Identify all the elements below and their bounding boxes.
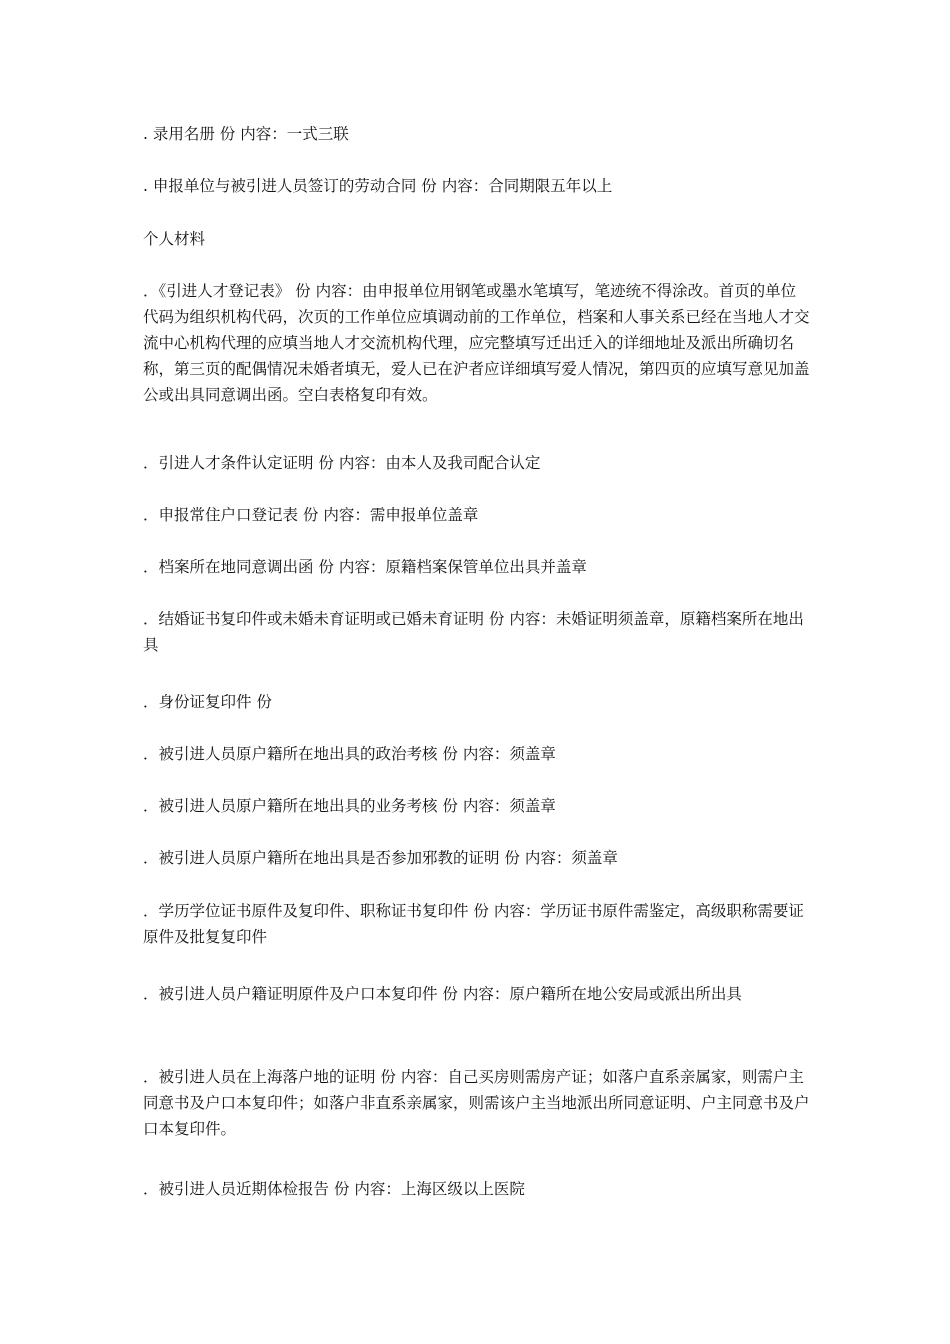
list-item-cult-certificate: ．被引进人员原户籍所在地出具是否参加邪教的证明 份 内容：须盖章 [143, 849, 618, 867]
list-item-medical-report: ．被引进人员近期体检报告 份 内容：上海区级以上医院 [143, 1180, 525, 1198]
list-item-degree-certificates: ．学历学位证书原件及复印件、职称证书复印件 份 内容：学历证书原件需鉴定，高级职称需要证原件及批复复印件 [143, 902, 804, 946]
list-item-shanghai-settlement-proof: ．被引进人员在上海落户地的证明 份 内容：自己买房则需房产证；如落户直系亲属家，则需户主同意书及户口本复印件；如落户非直系亲属家，则需该户主当地派出所同意证明、户主同意书及户口本复印件。 [143, 1068, 810, 1138]
list-item-household-registration-form: ．申报常住户口登记表 份 内容：需申报单位盖章 [143, 506, 479, 524]
list-item-marriage-certificate: ．结婚证书复印件或未婚未育证明或已婚未育证明 份 内容：未婚证明须盖章，原籍档案所在地出具 [143, 610, 804, 654]
list-item-talent-certification: ．引进人才条件认定证明 份 内容：由本人及我司配合认定 [143, 454, 541, 472]
list-item-talent-registration-form: ．《引进人才登记表》 份 内容：由申报单位用钢笔或墨水笔填写，笔迹统不得涂改。首页的单位代码为组织机构代码，次页的工作单位应填调动前的工作单位，档案和人事关系已经在当地人才交流中心机构代理的应填当地人才交流机构代理，应完整填写迁出迁入的详细地址及派出所确切名称，第三页的配偶情况未婚者填无，爱人已在沪者应详细填写爱人情况，第四页的应填写意见加盖公或出具同意调出函。空白表格复印有效。 [143, 282, 810, 404]
list-item-roster: . 录用名册 份 内容：一式三联 [143, 125, 349, 143]
section-heading-personal-materials: 个人材料 [143, 230, 206, 248]
list-item-id-card-copy: ．身份证复印件 份 [143, 693, 272, 711]
list-item-archive-transfer-letter: ．档案所在地同意调出函 份 内容：原籍档案保管单位出具并盖章 [143, 558, 587, 576]
list-item-political-review: ．被引进人员原户籍所在地出具的政治考核 份 内容：须盖章 [143, 745, 556, 763]
list-item-professional-review: ．被引进人员原户籍所在地出具的业务考核 份 内容：须盖章 [143, 797, 556, 815]
list-item-labor-contract: . 申报单位与被引进人员签订的劳动合同 份 内容：合同期限五年以上 [143, 177, 613, 195]
list-item-household-proof: ．被引进人员户籍证明原件及户口本复印件 份 内容：原户籍所在地公安局或派出所出具 [143, 985, 742, 1003]
